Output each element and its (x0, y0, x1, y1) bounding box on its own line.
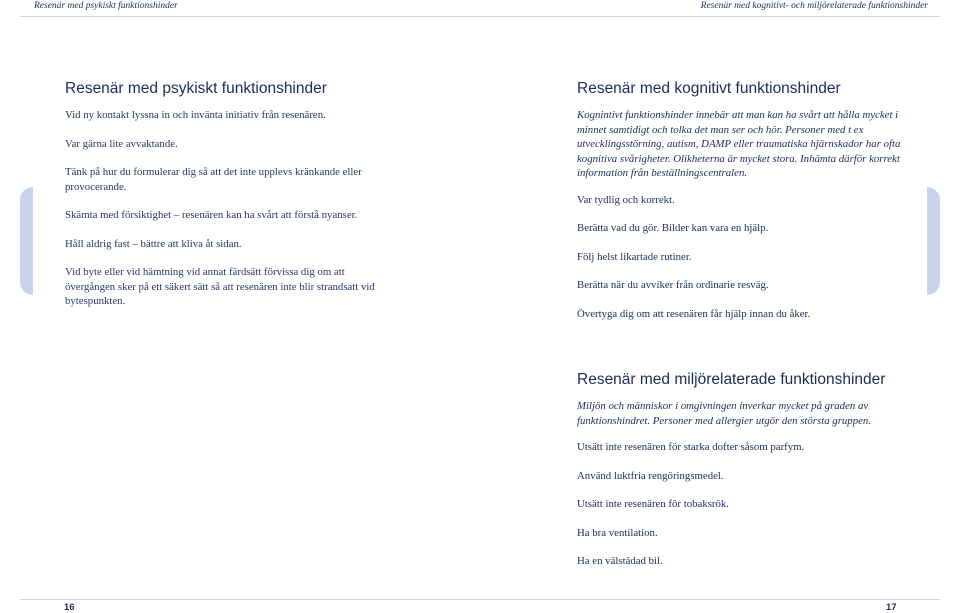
right-page-cognitive (577, 80, 927, 335)
header-rule (20, 16, 940, 17)
footer-rule (20, 599, 940, 600)
paragraph: Utsätt inte resenären för tobaksrök. (577, 498, 730, 510)
page-number-left: 16 (64, 602, 75, 613)
left-page-content (65, 80, 395, 323)
paragraph: Ha en välstädad bil. (577, 555, 663, 567)
paragraph: Utsätt inte resenären för starka dofter såsom parfym. (577, 441, 805, 453)
paragraph: Skämta med försiktighet – resenären kan ha svårt att förstå nyanser. (65, 209, 358, 221)
section-heading-psychiatric: Resenär med psykiskt funktionshinder (65, 80, 327, 97)
paragraph: Vid byte eller vid hämtning vid annat färdsätt förvissa dig om att övergången sker på ett säkert sätt så att resenären inte blir strandsatt vid bytespunkten. (65, 266, 375, 307)
section-heading-cognitive: Resenär med kognitivt funktionshinder (577, 80, 841, 97)
running-title-right: Resenär med kognitivt- och miljörelaterade funktionshinder (700, 1, 928, 11)
page-edge-tab-left (20, 187, 33, 295)
paragraph: Övertyga dig om att resenären får hjälp innan du åker. (577, 307, 811, 320)
right-page-environmental (577, 371, 927, 583)
page-edge-tab-right (927, 187, 940, 295)
intro-paragraph: Kognintivt funktionshinder innebär att man kan ha svårt att hålla mycket i minnet samtidigt och tolka det man ser och hör. Personer med t ex utvecklingsstörning, autism, DAMP eller traumatiska hjärnskador har ofta kognitiva svårigheter. Olikheterna är mycket stora. Inhämta därför korrekt information från beställningscentralen. (577, 109, 901, 179)
intro-paragraph: Miljön och människor i omgivningen inverkar mycket på graden av funktionshindret. Personer med allergier utgör den största gruppen. (577, 400, 871, 427)
paragraph: Var gärna lite avvaktande. (65, 137, 178, 150)
paragraph: Tänk på hur du formulerar dig så att det inte upplevs kränkande eller provocerande. (65, 166, 362, 193)
paragraph: Berätta när du avviker från ordinarie resväg. (577, 279, 769, 291)
paragraph: Vid ny kontakt lyssna in och invänta initiativ från resenären. (65, 109, 326, 121)
section-heading-environmental: Resenär med miljörelaterade funktionshinder (577, 371, 886, 388)
paragraph: Håll aldrig fast – bättre att kliva åt sidan. (65, 237, 242, 250)
paragraph: Ha bra ventilation. (577, 526, 658, 539)
paragraph: Berätta vad du gör. Bilder kan vara en hjälp. (577, 222, 769, 234)
paragraph: Använd luktfria rengöringsmedel. (577, 469, 724, 482)
page-number-right: 17 (886, 602, 897, 613)
running-title-left: Resenär med psykiskt funktionshinder (34, 1, 178, 11)
paragraph: Var tydlig och korrekt. (577, 193, 675, 206)
paragraph: Följ helst likartade rutiner. (577, 250, 692, 263)
